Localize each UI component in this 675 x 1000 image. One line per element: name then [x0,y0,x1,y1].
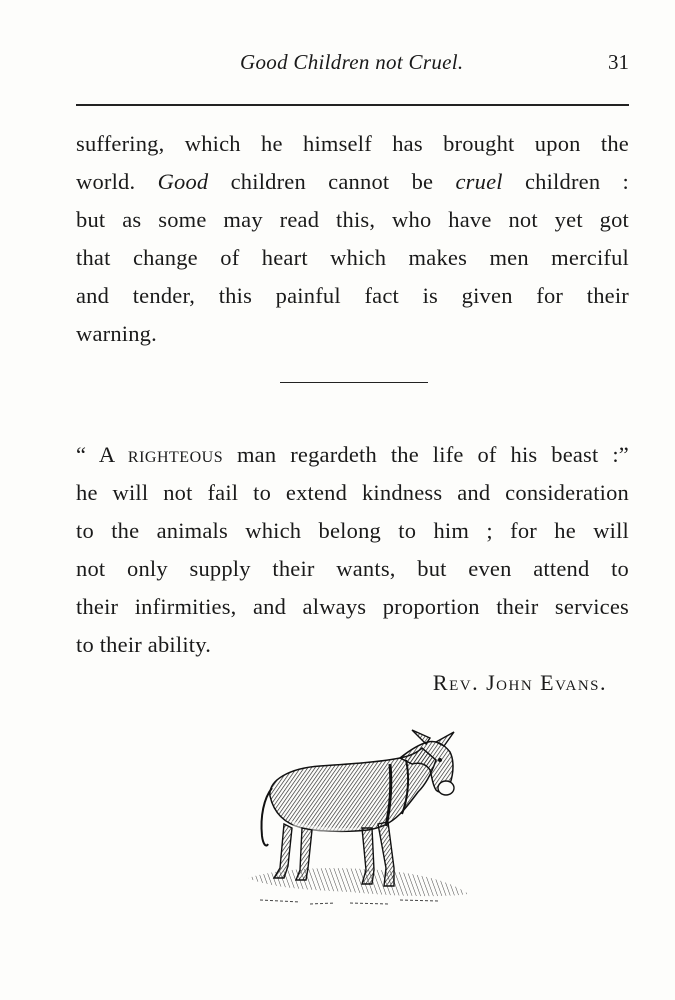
text-line: not only supply their wants, but even attend to [76,556,629,581]
text-line: their infirmities, and always proportion their services [76,594,629,619]
running-title: Good Children not Cruel. [240,50,464,74]
page-number: 31 [608,50,629,74]
italic-good: Good [157,169,209,194]
text-line: he will not fail to extend kindness and consideration [76,480,629,505]
section-divider [280,382,428,383]
text-line: but as some may read this, who have not yet got [76,207,629,232]
text-line: to their ability. [76,632,212,657]
text-line: that change of heart which makes men merciful [76,245,629,270]
paragraph-suffering [76,125,629,353]
donkey-icon [240,728,476,908]
text-line: world. Good children cannot be cruel children : [76,169,629,194]
text-line: to the animals which belong to him ; for he will [76,518,629,543]
attribution: Rev. John Evans. [432,670,607,695]
text-line: warning. [76,321,157,346]
small-caps-word: righteous [127,442,224,467]
text-line: suffering, which he himself has brought upon the [76,131,629,156]
italic-cruel: cruel [455,169,503,194]
running-head [76,50,629,80]
text-line: and tender, this painful fact is given for their [76,283,629,308]
quote-paragraph [76,436,629,664]
header-rule [76,104,629,106]
text-line: “ A righteous man regardeth the life of his beast :” [76,442,629,467]
